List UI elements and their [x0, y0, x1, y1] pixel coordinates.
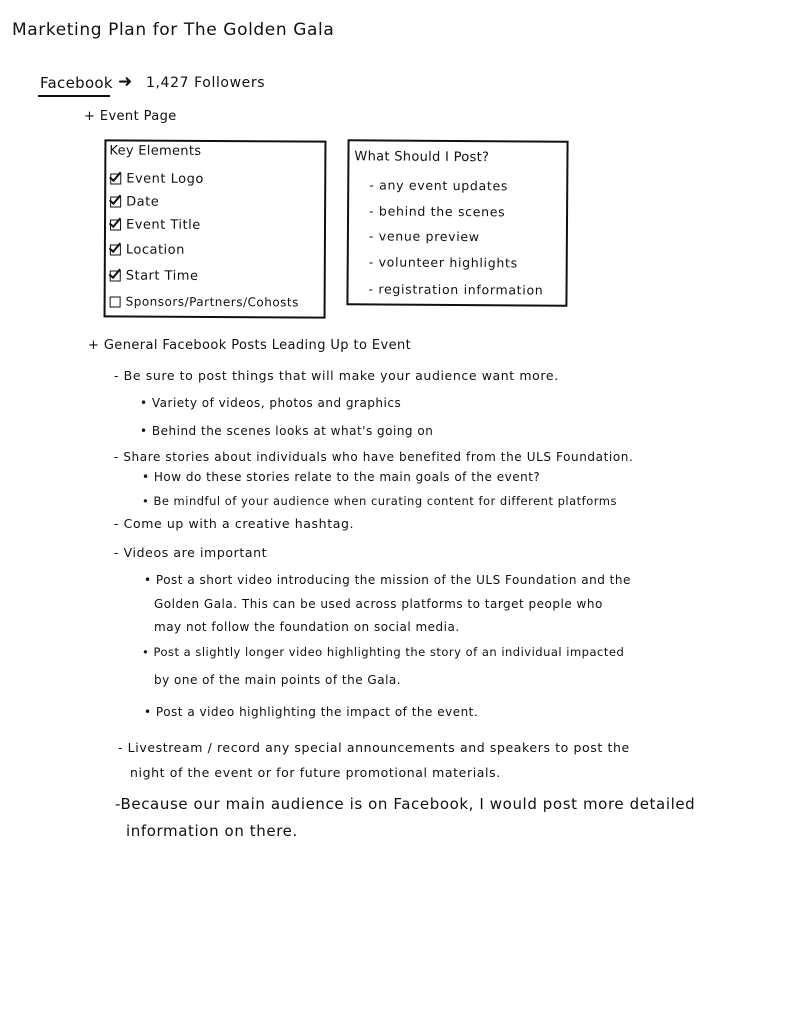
note-bullet: • Behind the scenes looks at what's going on [140, 424, 434, 438]
general-posts-heading: + General Facebook Posts Leading Up to Event [88, 338, 412, 353]
note-line: -Because our main audience is on Facebook, I would post more detailed [115, 795, 696, 813]
note-bullet: • Post a short video introducing the mission of the ULS Foundation and the [144, 573, 631, 587]
checkbox-checked-icon [110, 219, 121, 230]
post-idea-item: - any event updates [369, 177, 509, 194]
checkbox-checked-icon [110, 196, 121, 207]
post-idea-item: - volunteer highlights [368, 254, 518, 271]
facebook-followers: 1,427 Followers [146, 75, 266, 91]
checklist-item-event-logo [110, 171, 204, 186]
note-line: - Share stories about individuals who have benefited from the ULS Foundation. [114, 450, 634, 464]
note-line-continued: information on there. [126, 822, 298, 840]
note-bullet-continued: may not follow the foundation on social media. [154, 620, 460, 634]
post-idea-item: - registration information [368, 281, 544, 298]
checklist-item-label: Event Title [125, 217, 201, 233]
note-bullet: • Variety of videos, photos and graphics [140, 396, 402, 410]
note-line: - Come up with a creative hashtag. [114, 516, 355, 531]
note-bullet: • How do these stories relate to the main goals of the event? [142, 470, 541, 484]
note-line-continued: night of the event or for future promotional materials. [130, 765, 501, 780]
checklist-item-label: Location [125, 242, 185, 258]
checkbox-checked-icon [110, 244, 121, 255]
checklist-item-label: Start Time [125, 268, 199, 284]
post-idea-item: - venue preview [368, 228, 480, 245]
note-bullet: • Post a slightly longer video highlighting the story of an individual impacted [142, 645, 625, 659]
note-bullet-continued: by one of the main points of the Gala. [154, 673, 402, 687]
note-line: - Videos are important [114, 545, 268, 560]
facebook-underline [38, 95, 110, 97]
checklist-item-label: Sponsors/Partners/Cohosts [125, 294, 299, 310]
note-bullet: • Post a video highlighting the impact of the event. [144, 705, 479, 719]
note-bullet: • Be mindful of your audience when curating content for different platforms [142, 494, 617, 508]
event-page-heading: + Event Page [84, 109, 177, 124]
page-title: Marketing Plan for The Golden Gala [12, 20, 335, 40]
key-elements-box [104, 139, 327, 318]
checklist-item-start-time [110, 268, 199, 283]
checklist-item-label: Event Logo [126, 171, 204, 187]
what-to-post-title: What Should I Post? [354, 149, 490, 166]
checklist-item-location [110, 242, 185, 257]
checklist-item-sponsors [110, 294, 299, 309]
note-line: - Livestream / record any special announcements and speakers to post the [118, 740, 630, 755]
checklist-item-event-title [110, 217, 201, 232]
key-elements-title: Key Elements [109, 143, 202, 159]
facebook-label: Facebook [40, 74, 113, 92]
checklist-item-label: Date [126, 194, 160, 210]
checkbox-checked-icon [110, 270, 121, 281]
what-to-post-box [346, 139, 568, 307]
post-idea-item: - behind the scenes [369, 203, 506, 220]
checkbox-empty-icon [110, 296, 121, 307]
note-line: - Be sure to post things that will make your audience want more. [114, 368, 559, 383]
checklist-item-date [110, 194, 159, 209]
checkbox-checked-icon [110, 173, 121, 184]
arrow-right-icon: ➜ [118, 72, 133, 92]
note-bullet-continued: Golden Gala. This can be used across platforms to target people who [154, 597, 603, 611]
